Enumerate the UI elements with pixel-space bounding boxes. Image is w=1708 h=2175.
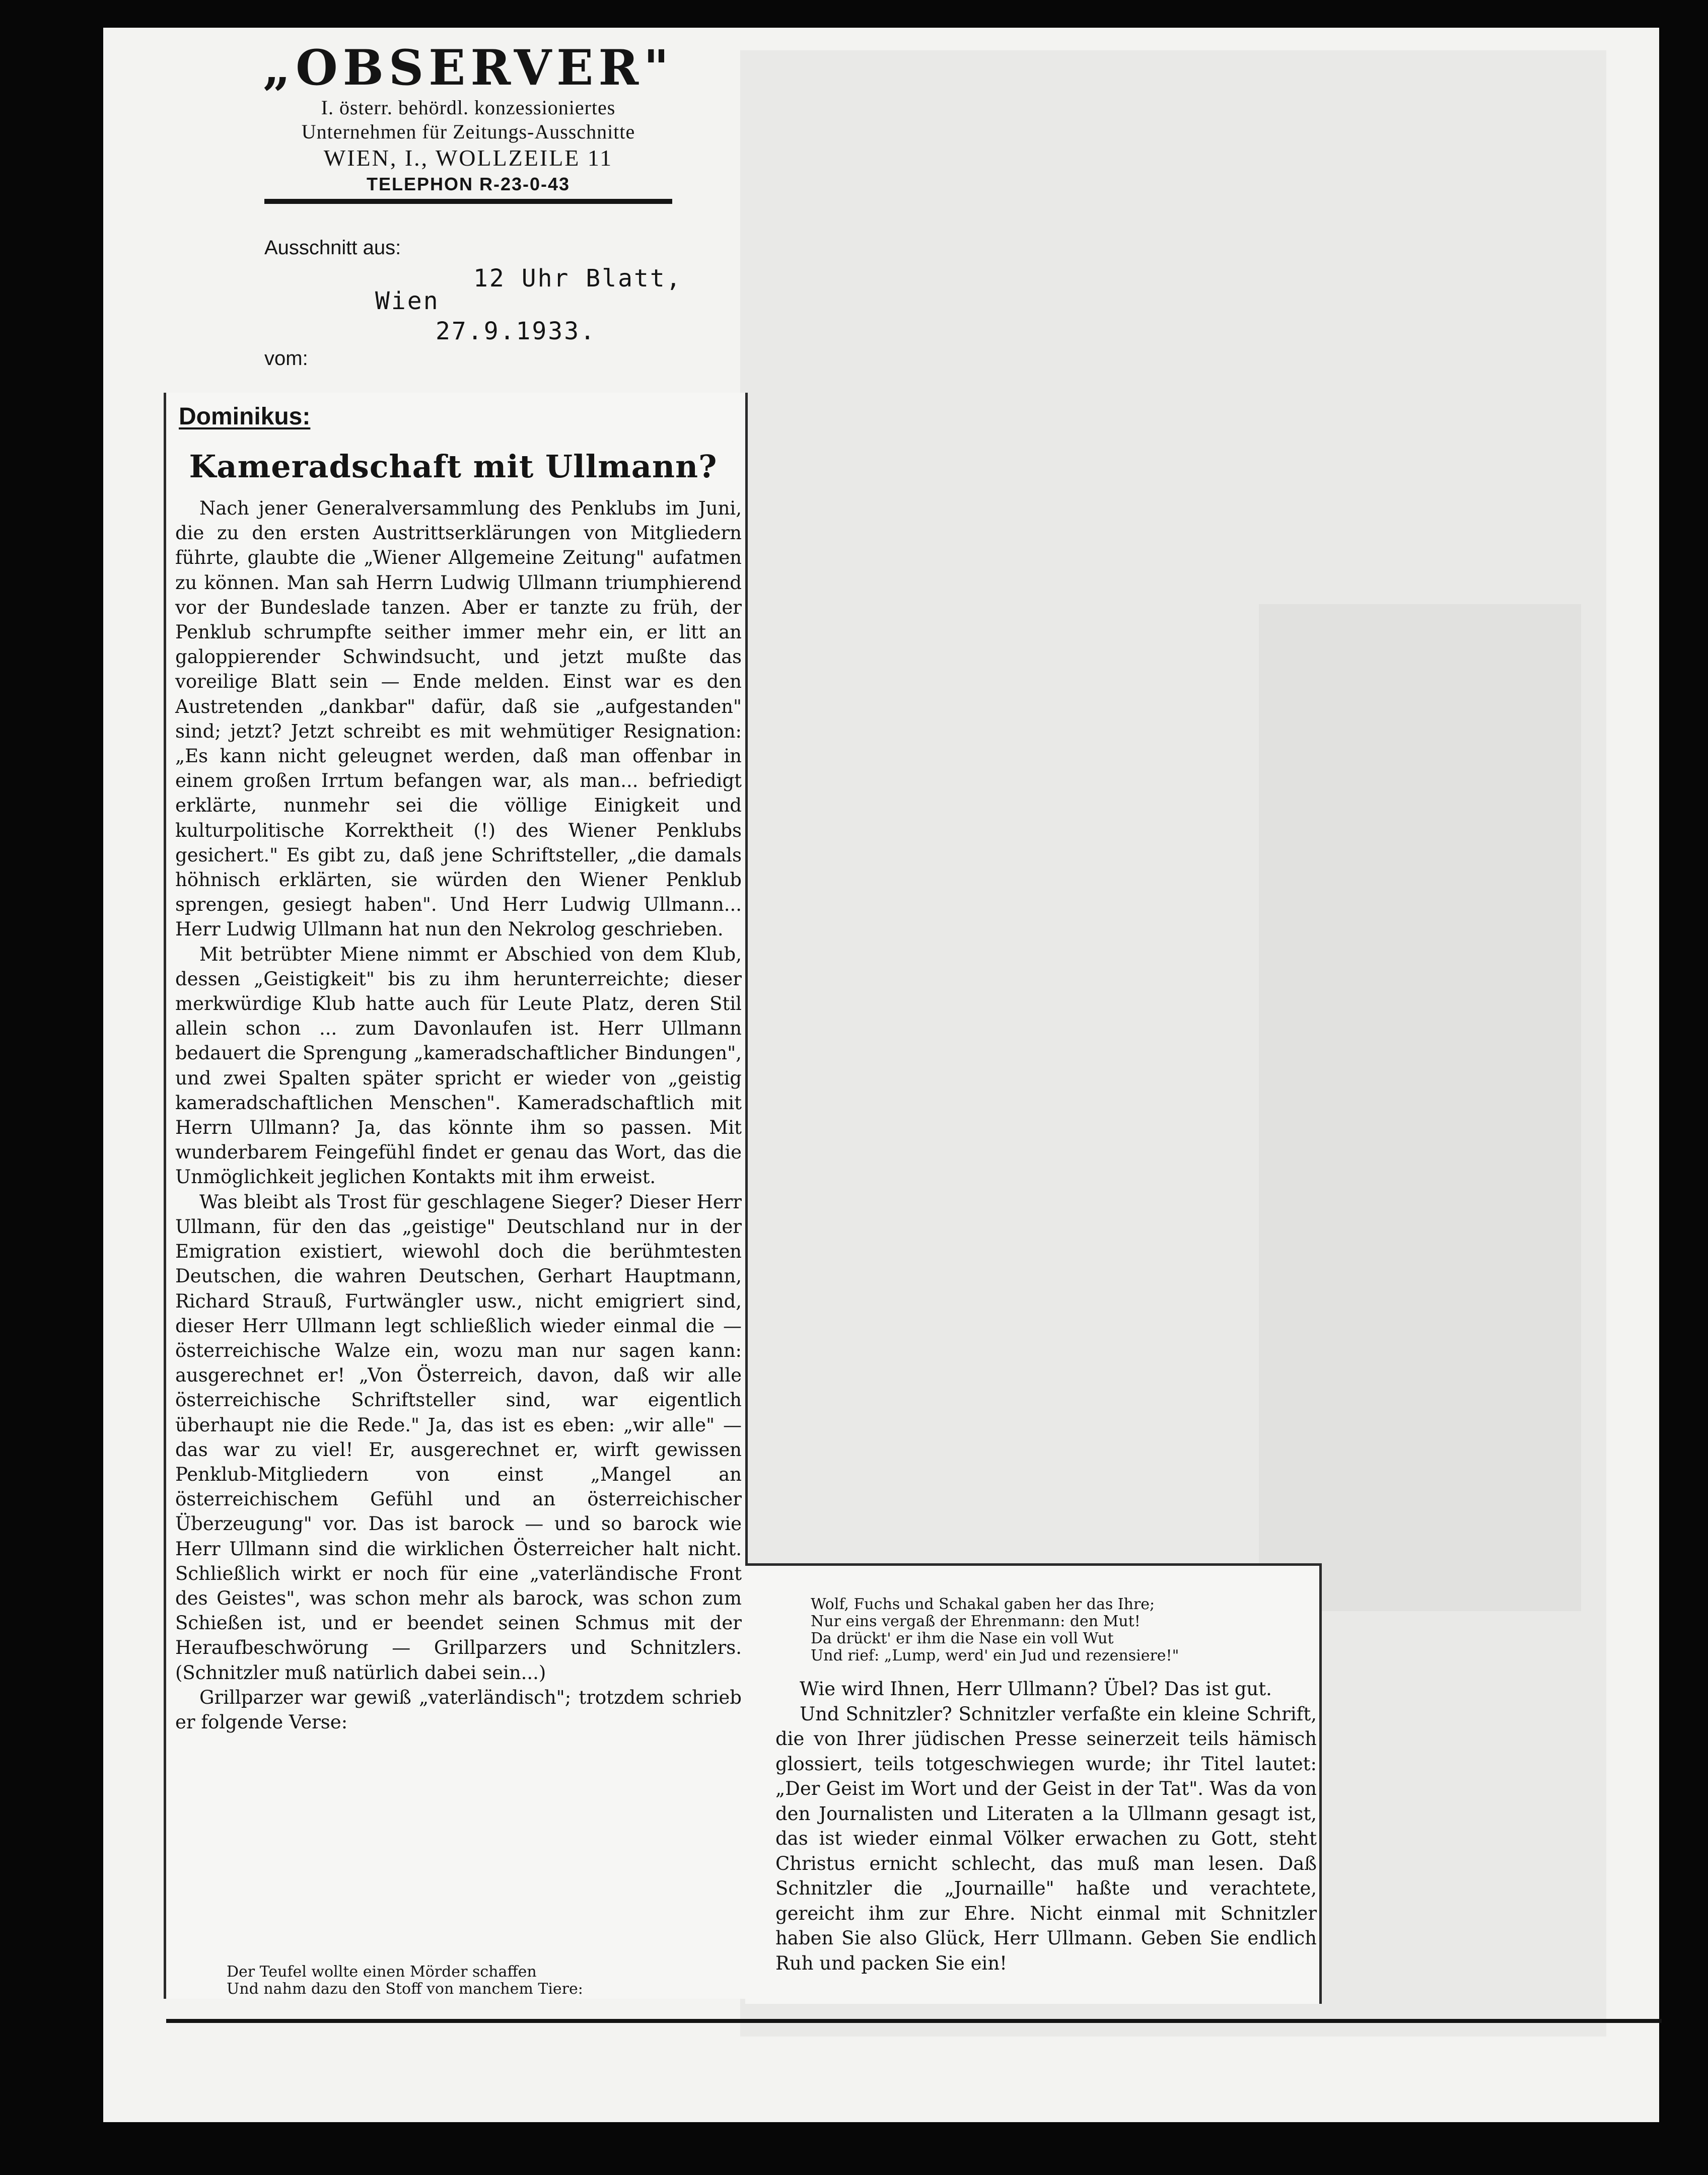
- verse-line: Und nahm dazu den Stoff von manchem Tiere:: [227, 1980, 583, 1998]
- clipping-date: 27.9.1933.: [436, 317, 596, 345]
- verse-line: Nur eins vergaß der Ehrenmann: den Mut!: [811, 1613, 1141, 1630]
- header-line-1: I. österr. behördl. konzessioniertes: [321, 96, 616, 119]
- verse-line: Wolf, Fuchs und Schakal gaben her das Ihre;: [811, 1596, 1155, 1613]
- article-paragraph: Grillparzer war gewiß „vaterländisch"; trotzdem schrieb er folgende Verse:: [175, 1686, 742, 1733]
- brand-name: „OBSERVER": [262, 39, 674, 96]
- newspaper-name: 12 Uhr Blatt,: [473, 264, 682, 293]
- label-source: Ausschnitt aus:: [264, 237, 401, 259]
- article-body-continued: [775, 1677, 1317, 1976]
- verse-line: Und rief: „Lump, werd' ein Jud und rezensiere!": [811, 1647, 1179, 1664]
- verse-block-2: [811, 1596, 1179, 1664]
- article-paragraph: Und Schnitzler? Schnitzler verfaßte ein kleine Schrift, die von Ihrer jüdischen Presse seinerzeit teils hämisch glossiert, teils totgeschwiegen wurde; ihr Titel lautet: „Der Geist im Wort und der Geist in der Tat". Was da von den Journalisten und Literaten a la Ullmann gesagt ist, das ist wieder einmal Völker erwachen zu Gott, steht Christus ernicht schlecht, das muß man lesen. Daß Schnitzler die „Journaille" haßte und verachtete, gereicht ihm zur Ehre. Nicht einmal mit Schnitzler haben Sie also Glück, Herr Ullmann. Geben Sie endlich Ruh und packen Sie ein!: [775, 1703, 1317, 1974]
- header-telephone: TELEPHON R-23-0-43: [366, 174, 571, 194]
- article-paragraph: Nach jener Generalversammlung des Penklubs im Juni, die zu den ersten Austrittserklärungen von Mitgliedern führte, glaubte die „Wiener Allgemeine Zeitung" aufatmen zu können. Man sah Herrn Ludwig Ullmann triumphierend vor der Bundeslade tanzen. Aber er tanzte zu früh, der Penklub schrumpfte seither immer mehr ein, er litt an galoppierender Schwindsucht, und jetzt mußte das voreilige Blatt sein — Ende melden. Einst war es den Austretenden „dankbar" dafür, daß sie „aufgestanden" sind; jetzt? Jetzt schreibt es mit wehmütiger Resignation: „Es kann nicht geleugnet werden, daß man offenbar in einem großen Irrtum befangen war, als man... befriedigt erklärte, nunmehr sei die völlige Einigkeit und kulturpolitische Korrektheit (!) des Wiener Penklubs gesichert." Es gibt zu, daß jene Schriftsteller, „die damals höhnisch erklärten, sie würden den Wiener Penklub sprengen, gesiegt haben". Und Herr Ludwig Ullmann... Herr Ludwig Ullmann hat nun den Nekrolog geschrieben.: [175, 497, 742, 940]
- verse-block-1: [227, 1964, 583, 1998]
- newspaper-place: Wien: [375, 287, 440, 315]
- header-rule: [264, 199, 672, 204]
- article-title: Kameradschaft mit Ullmann?: [189, 448, 718, 485]
- article-paragraph: Mit betrübter Miene nimmt er Abschied von dem Klub, dessen „Geistigkeit" bis zu ihm herunterreichte; dieser merkwürdige Klub hatte auch für Leute Platz, deren Stil allein schon ... zum Davonlaufen ist. Herr Ullmann bedauert die Sprengung „kameradschaftlicher Bindungen", und zwei Spalten später spricht er wieder von „geistig kameradschaftlichen Menschen". Kameradschaftlich mit Herrn Ullmann? Ja, das könnte ihm so passen. Mit wunderbarem Feingefühl findet er genau das Wort, das die Unmöglichkeit jeglichen Kontakts mit ihm erweist.: [175, 943, 742, 1188]
- article-body: [175, 496, 742, 1734]
- verse-line: Da drückt' er ihm die Nase ein voll Wut: [811, 1630, 1114, 1647]
- label-date: vom:: [264, 347, 308, 370]
- bottom-rule: [166, 2019, 1662, 2023]
- article-paragraph: Was bleibt als Trost für geschlagene Sieger? Dieser Herr Ullmann, für den das „geistige" Deutschland nur in der Emigration existiert, wiewohl doch die berühmtesten Deutschen, die wahren Deutschen, Gerhart Hauptmann, Richard Strauß, Furtwängler usw., nicht emigriert sind, dieser Herr Ullmann legt schließlich wieder einmal die — österreichische Walze ein, wozu man nur sagen kann: ausgerechnet er! „Von Österreich, davon, daß wir alle österreichische Schriftsteller sind, war eigentlich überhaupt nie die Rede." Ja, das ist es eben: „wir alle" — das war zu viel! Er, ausgerechnet er, wirft gewissen Penklub-Mitgliedern von einst „Mangel an österreichischem Gefühl und an österreichischer Überzeugung" vor. Das ist barock — und so barock wie Herr Ullmann sind die wirklichen Österreicher halt nicht. Schließlich wirkt er noch für eine „vaterländische Front des Geistes", was schon mehr als barock, was schon zum Schießen ist, und er beendet seinen Schmus mit der Heraufbeschwörung — Grillparzers und Schnitzlers. (Schnitzler muß natürlich dabei sein...): [175, 1191, 742, 1684]
- article-paragraph: Wie wird Ihnen, Herr Ullmann? Übel? Das ist gut.: [800, 1678, 1272, 1700]
- header-line-2: Unternehmen für Zeitungs-Ausschnitte: [301, 120, 635, 143]
- header-address: WIEN, I., WOLLZEILE 11: [323, 145, 613, 171]
- article-author: Dominikus:: [179, 403, 311, 430]
- clipping-service-header: [262, 40, 675, 196]
- mount-shadow: [1259, 604, 1581, 1611]
- verse-line: Der Teufel wollte einen Mörder schaffen: [227, 1963, 537, 1981]
